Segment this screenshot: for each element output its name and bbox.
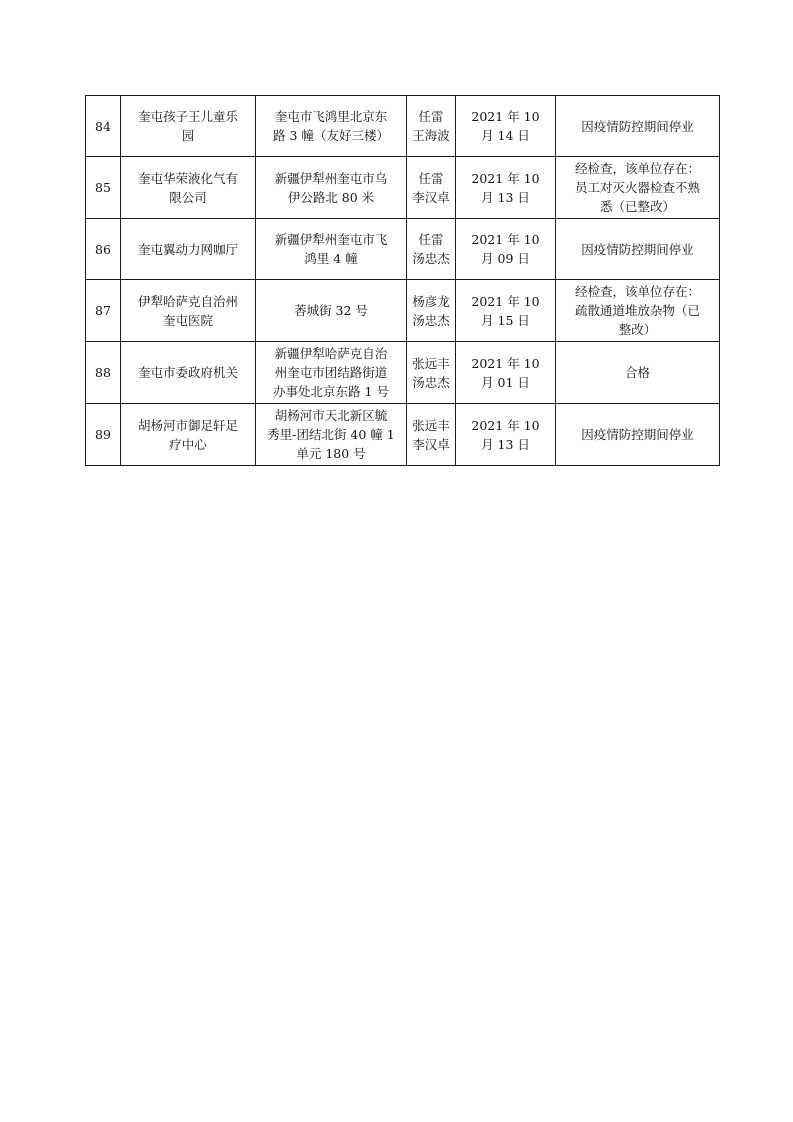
cell-unit-name	[121, 157, 256, 219]
cell-unit-name-line: 奎屯市委政府机关	[137, 365, 238, 380]
cell-inspectors-line: 汤忠杰	[412, 374, 450, 390]
cell-address-line: 莕城街 32 号	[294, 303, 368, 318]
cell-inspectors	[407, 404, 456, 466]
cell-unit-name-line: 胡杨河市御足轩足	[137, 417, 238, 433]
cell-address	[256, 219, 407, 280]
cell-result	[556, 96, 720, 157]
cell-address-line: 伊公路北 80 米	[287, 189, 375, 205]
cell-result-line: 因疫情防控期间停业	[581, 427, 694, 442]
cell-result	[556, 280, 720, 342]
cell-unit-name-line: 园	[181, 128, 195, 143]
cell-address	[256, 157, 407, 219]
cell-inspectors-line: 李汉卓	[412, 436, 450, 452]
cell-address-line: 路 3 幢（友好三楼）	[273, 128, 389, 143]
cell-inspectors-line: 李汉卓	[412, 189, 450, 205]
cell-result-line: 因疫情防控期间停业	[581, 118, 694, 134]
cell-address-line: 单元 180 号	[296, 446, 366, 461]
cell-inspectors-line: 张远丰	[412, 417, 450, 433]
cell-inspectors-line: 汤忠杰	[412, 312, 450, 328]
cell-address-line: 奎屯市飞鸿里北京东	[274, 109, 388, 124]
cell-result-line: 悉（已整改）	[599, 199, 675, 214]
cell-inspectors	[407, 96, 456, 157]
cell-inspectors-line: 张远丰	[412, 355, 450, 371]
cell-unit-name	[121, 280, 256, 342]
cell-number: 87	[86, 280, 121, 342]
cell-address-line: 办事处北京东路 1 号	[273, 384, 389, 399]
table-row	[86, 404, 720, 466]
cell-address-line: 新疆伊犁州奎屯市飞	[274, 232, 388, 247]
cell-unit-name	[121, 404, 256, 466]
cell-unit-name-line: 奎屯医院	[162, 312, 213, 328]
cell-date	[456, 219, 556, 280]
cell-date	[456, 157, 556, 219]
cell-number: 86	[86, 219, 121, 280]
cell-unit-name-line: 限公司	[169, 189, 207, 205]
cell-date-line: 月 13 日	[481, 189, 530, 205]
cell-date-line: 2021 年 10	[471, 355, 540, 371]
cell-date-line: 2021 年 10	[471, 232, 540, 247]
table-row	[86, 96, 720, 157]
cell-result-line: 因疫情防控期间停业	[581, 241, 694, 257]
table-row	[86, 342, 720, 404]
cell-address	[256, 96, 407, 157]
cell-date	[456, 280, 556, 342]
cell-inspectors	[407, 157, 456, 219]
cell-result-line: 疏散通道堆放杂物（已	[574, 303, 700, 318]
cell-number: 85	[86, 157, 121, 219]
cell-inspectors-line: 任雷	[418, 232, 444, 247]
cell-result	[556, 157, 720, 219]
cell-date-line: 月 13 日	[481, 436, 530, 452]
cell-address-line: 州奎屯市团结路街道	[274, 365, 388, 380]
cell-unit-name-line: 奎屯孩子王儿童乐	[137, 109, 238, 124]
cell-result-line: 整改）	[618, 322, 657, 337]
cell-date-line: 月 15 日	[481, 312, 530, 328]
cell-result-line: 经检查，该单位存在：	[574, 284, 700, 299]
cell-result-line: 员工对灭火器检查不熟	[574, 180, 700, 195]
cell-unit-name	[121, 342, 256, 404]
cell-inspectors-line: 任雷	[418, 109, 444, 124]
cell-result	[556, 219, 720, 280]
cell-unit-name-line: 奎屯翼动力网咖厅	[137, 241, 238, 257]
cell-date-line: 2021 年 10	[471, 293, 540, 309]
cell-number: 88	[86, 342, 121, 404]
cell-date	[456, 342, 556, 404]
cell-date-line: 月 14 日	[481, 128, 530, 143]
table-row	[86, 219, 720, 280]
cell-result-line: 合格	[624, 365, 650, 380]
cell-date-line: 月 01 日	[481, 374, 530, 390]
cell-result	[556, 342, 720, 404]
cell-date-line: 2021 年 10	[471, 417, 540, 433]
cell-address-line: 新疆伊犁哈萨克自治	[274, 346, 388, 361]
cell-address-line: 胡杨河市天北新区毓	[274, 408, 388, 423]
cell-unit-name-line: 疗中心	[169, 436, 207, 452]
cell-number: 89	[86, 404, 121, 466]
cell-inspectors-line: 杨彦龙	[412, 293, 450, 309]
cell-inspectors-line: 汤忠杰	[412, 251, 450, 266]
cell-address	[256, 342, 407, 404]
cell-inspectors	[407, 342, 456, 404]
table-body	[86, 96, 720, 466]
cell-number: 84	[86, 96, 121, 157]
cell-address-line: 新疆伊犁州奎屯市乌	[274, 170, 388, 186]
cell-result	[556, 404, 720, 466]
cell-unit-name	[121, 219, 256, 280]
cell-inspectors	[407, 219, 456, 280]
cell-inspectors	[407, 280, 456, 342]
cell-unit-name-line: 伊犁哈萨克自治州	[137, 293, 238, 309]
cell-date-line: 月 09 日	[481, 251, 530, 266]
cell-address	[256, 280, 407, 342]
cell-date-line: 2021 年 10	[471, 109, 540, 124]
table-row	[86, 280, 720, 342]
cell-result-line: 经检查，该单位存在：	[574, 161, 700, 176]
cell-inspectors-line: 任雷	[418, 170, 444, 186]
inspection-records-table	[85, 95, 720, 466]
cell-date	[456, 96, 556, 157]
cell-unit-name-line: 奎屯华荣液化气有	[137, 170, 238, 186]
cell-inspectors-line: 王海波	[412, 128, 450, 143]
cell-unit-name	[121, 96, 256, 157]
cell-date	[456, 404, 556, 466]
cell-address-line: 鸿里 4 幢	[304, 251, 358, 266]
cell-address	[256, 404, 407, 466]
cell-date-line: 2021 年 10	[471, 170, 540, 186]
table-row	[86, 157, 720, 219]
cell-address-line: 秀里-团结北街 40 幢 1	[267, 427, 395, 442]
